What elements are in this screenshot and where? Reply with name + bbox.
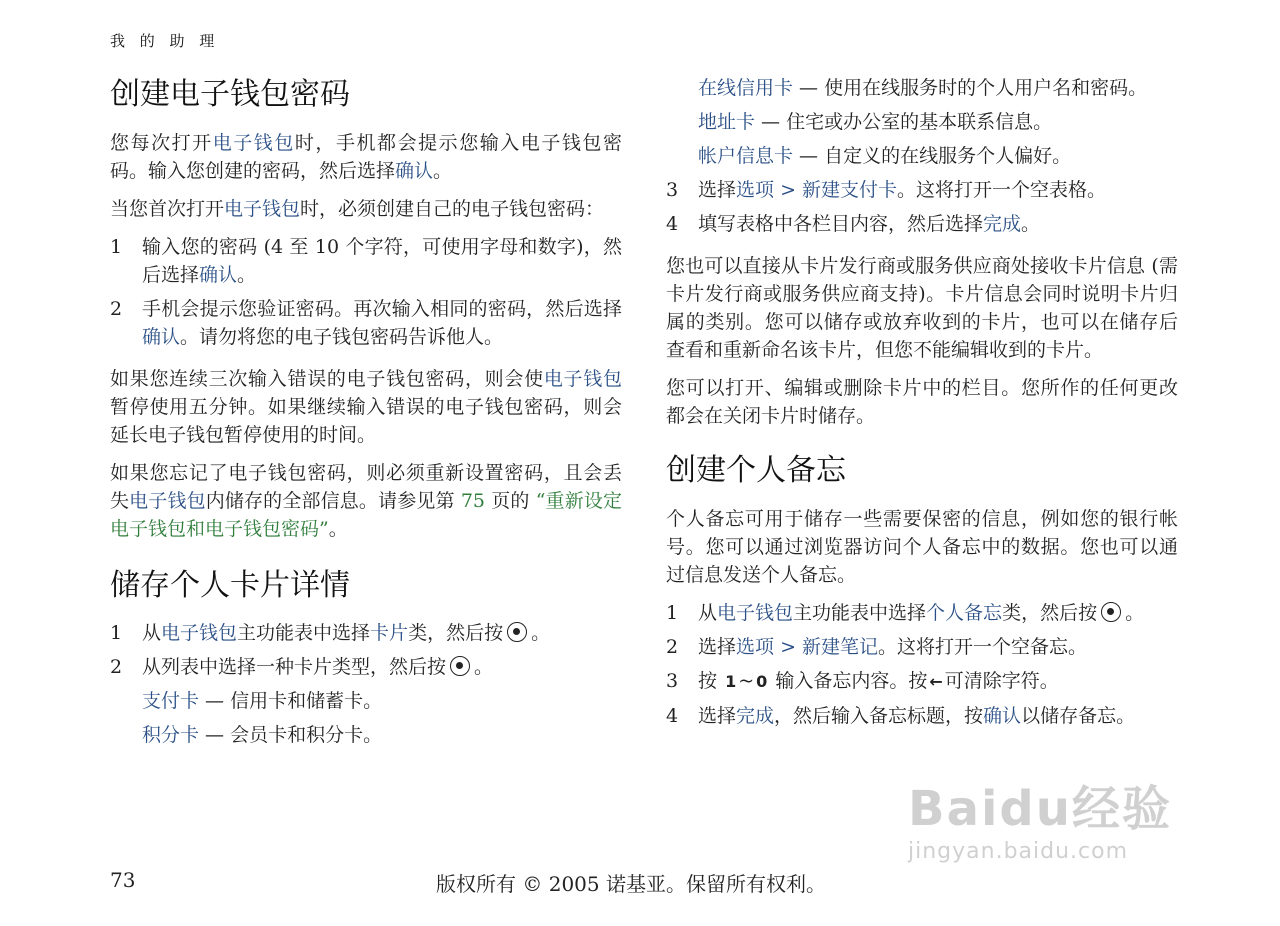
step-item — [666, 210, 1178, 238]
text: 填写表格中各栏目内容，然后选择 — [698, 213, 984, 235]
text: 。 — [328, 517, 348, 540]
step-item — [110, 653, 622, 681]
step-number: 4 — [666, 704, 679, 727]
step-text — [698, 599, 1178, 627]
running-header: 我 的 助 理 — [110, 32, 220, 50]
text: 手机会提示您验证密码。再次输入相同的密码，然后选择 — [142, 297, 622, 320]
text: 页的 — [485, 489, 536, 512]
text: 暂停使用五分钟。如果继续输入错误的电子钱包密码，则会延长电子钱包暂停使用的时间。 — [110, 395, 622, 446]
text: 主功能表中选择 — [793, 601, 927, 624]
card-type-desc: — 住宅或办公室的基本联系信息。 — [755, 111, 1053, 133]
paragraph-first-open — [110, 195, 622, 223]
text: 如果您连续三次输入错误的电子钱包密码，则会使 — [110, 367, 544, 390]
step-number: 2 — [666, 635, 679, 658]
step-number: 1 — [666, 601, 679, 624]
card-type-desc: — 使用在线服务时的个人用户名和密码。 — [793, 77, 1148, 99]
paragraph-forgot-code — [110, 459, 622, 543]
text: 内储存的全部信息。请参见第 — [205, 489, 461, 512]
step-item — [110, 295, 622, 351]
heading-create-personal-note: 创建个人备忘 — [666, 453, 846, 488]
clear-key-icon: ← — [929, 671, 943, 691]
link-wallet: 电子钱包 — [212, 131, 295, 154]
key-0-icon: 0 — [756, 671, 768, 691]
link-done: 完成 — [736, 704, 775, 727]
link-wallet: 电子钱包 — [129, 489, 206, 512]
paragraph-personal-note-intro: 个人备忘可用于储存一些需要保密的信息，例如您的银行帐号。您可以通过浏览器访问个人备忘中的数据。您也可以通过信息发送个人备忘。 — [666, 507, 1178, 586]
step-item — [666, 667, 1178, 696]
text: 输入备忘内容。按 — [775, 669, 928, 692]
card-type-item — [142, 721, 622, 749]
right-column — [666, 74, 1178, 736]
text: 主功能表中选择 — [237, 622, 371, 644]
link-wallet: 电子钱包 — [224, 197, 301, 220]
cross-reference-link[interactable]: “重新设定电子钱包和电子钱包密码” — [110, 489, 622, 540]
step-text — [698, 210, 1178, 238]
text: 。 — [531, 622, 551, 644]
text: 当您首次打开 — [110, 197, 225, 220]
text: 如果您忘记了电子钱包密码，则必须重新设置密码，且会丢失 — [110, 461, 622, 512]
left-column — [110, 70, 622, 755]
step-number: 1 — [110, 235, 123, 258]
step-number: 4 — [666, 213, 679, 235]
paragraph-wallet-code-intro — [110, 129, 622, 185]
select-key-icon — [450, 656, 470, 676]
step-text — [142, 619, 622, 647]
text: 可清除字符。 — [944, 669, 1059, 692]
heading-create-wallet-code: 创建电子钱包密码 — [110, 77, 350, 112]
text: 类，然后按 — [1002, 601, 1098, 624]
text: 。这将打开一个空表格。 — [897, 179, 1107, 201]
text: 。 — [1021, 213, 1041, 235]
heading-store-card-details: 储存个人卡片详情 — [110, 567, 350, 603]
card-type-name: 支付卡 — [142, 690, 200, 712]
text: 选择 — [698, 704, 737, 727]
text: 。 — [474, 656, 494, 678]
key-1-icon: 1 — [725, 671, 737, 691]
text: 。请勿将您的电子钱包密码告诉他人。 — [180, 325, 504, 348]
step-text — [698, 633, 1178, 661]
watermark-url: jingyan.baidu.com — [908, 839, 1129, 864]
text: 按 — [698, 669, 718, 692]
text: 时，手机都会提示您输入电子钱包密码。输入您创建的密码，然后选择 — [110, 131, 622, 182]
text: 。 — [1125, 601, 1145, 624]
link-wallet: 电子钱包 — [543, 367, 622, 390]
link-personal-notes: 个人备忘 — [926, 601, 1003, 624]
card-type-item — [698, 142, 1178, 170]
paragraph-wrong-code — [110, 365, 622, 449]
step-item — [666, 633, 1178, 661]
card-type-item — [142, 687, 622, 715]
link-confirm: 确认 — [142, 325, 181, 348]
baidu-watermark — [908, 770, 1208, 870]
text: 。 — [433, 159, 453, 182]
card-type-item — [698, 74, 1178, 102]
tilde: ~ — [738, 669, 755, 692]
text: 。 — [237, 263, 257, 286]
select-key-icon — [507, 622, 527, 642]
step-text — [698, 176, 1178, 204]
copyright-notice: 版权所有 © 2005 诺基亚。保留所有权利。 — [436, 872, 826, 896]
step-text — [698, 702, 1178, 730]
card-type-name: 积分卡 — [142, 724, 200, 746]
link-confirm: 确认 — [199, 263, 238, 286]
step-item — [666, 599, 1178, 627]
link-confirm: 确认 — [395, 159, 434, 182]
step-item — [666, 176, 1178, 204]
step-number: 2 — [110, 297, 123, 320]
link-done: 完成 — [983, 213, 1022, 235]
page-number: 73 — [110, 868, 136, 892]
step-number: 3 — [666, 179, 679, 201]
paragraph-edit-cards: 您可以打开、编辑或删除卡片中的栏目。您所作的任何更改都会在关闭卡片时储存。 — [666, 377, 1178, 427]
step-text — [698, 667, 1178, 696]
menu-separator: > — [774, 635, 803, 658]
select-key-icon — [1101, 602, 1121, 622]
link-cards: 卡片 — [370, 622, 409, 644]
card-type-name: 地址卡 — [698, 111, 756, 133]
card-type-name: 在线信用卡 — [698, 77, 794, 99]
link-confirm: 确认 — [983, 704, 1022, 727]
step-number: 2 — [110, 656, 123, 678]
link-wallet: 电子钱包 — [717, 601, 794, 624]
link-new-note: 新建笔记 — [802, 635, 879, 658]
text: 从 — [142, 622, 162, 644]
text: ，然后输入备忘标题，按 — [774, 704, 984, 727]
text: 从 — [698, 601, 718, 624]
step-item — [666, 702, 1178, 730]
text: 从列表中选择一种卡片类型，然后按 — [142, 656, 447, 678]
text: 输入您的密码 (4 至 10 个字符，可使用字母和数字)，然后选择 — [142, 235, 622, 286]
text: 选择 — [698, 179, 737, 201]
text: 选择 — [698, 635, 737, 658]
step-text — [142, 295, 622, 351]
text: 以储存备忘。 — [1021, 704, 1136, 727]
text: 。这将打开一个空备忘。 — [878, 635, 1088, 658]
card-type-desc: — 信用卡和储蓄卡。 — [199, 690, 383, 712]
card-type-name: 帐户信息卡 — [698, 145, 794, 167]
card-type-desc: — 会员卡和积分卡。 — [199, 724, 383, 746]
step-number: 3 — [666, 669, 679, 692]
step-text — [142, 233, 622, 289]
step-number: 1 — [110, 622, 123, 644]
card-type-item — [698, 108, 1178, 136]
paragraph-receive-cards: 您也可以直接从卡片发行商或服务供应商处接收卡片信息 (需卡片发行商或服务供应商支持)。卡片信息会同时说明卡片归属的类别。您可以储存或放弃收到的卡片，也可以在储存后查看和重新命名该卡片，但您不能编辑收到的卡片。 — [666, 255, 1178, 361]
watermark-brand: Baidu经验 — [908, 781, 1172, 837]
step-item — [110, 233, 622, 289]
link-options: 选项 — [736, 635, 775, 658]
text: 时，必须创建自己的电子钱包密码： — [300, 197, 605, 220]
page-reference[interactable]: 75 — [460, 489, 486, 512]
step-text — [142, 653, 622, 681]
text: 类，然后按 — [408, 622, 504, 644]
text: 您每次打开 — [110, 131, 213, 154]
link-new-payment-card: 新建支付卡 — [802, 179, 898, 201]
menu-separator: > — [774, 179, 803, 201]
card-type-desc: — 自定义的在线服务个人偏好。 — [793, 145, 1072, 167]
link-options: 选项 — [736, 179, 775, 201]
link-wallet: 电子钱包 — [161, 622, 238, 644]
step-item — [110, 619, 622, 647]
